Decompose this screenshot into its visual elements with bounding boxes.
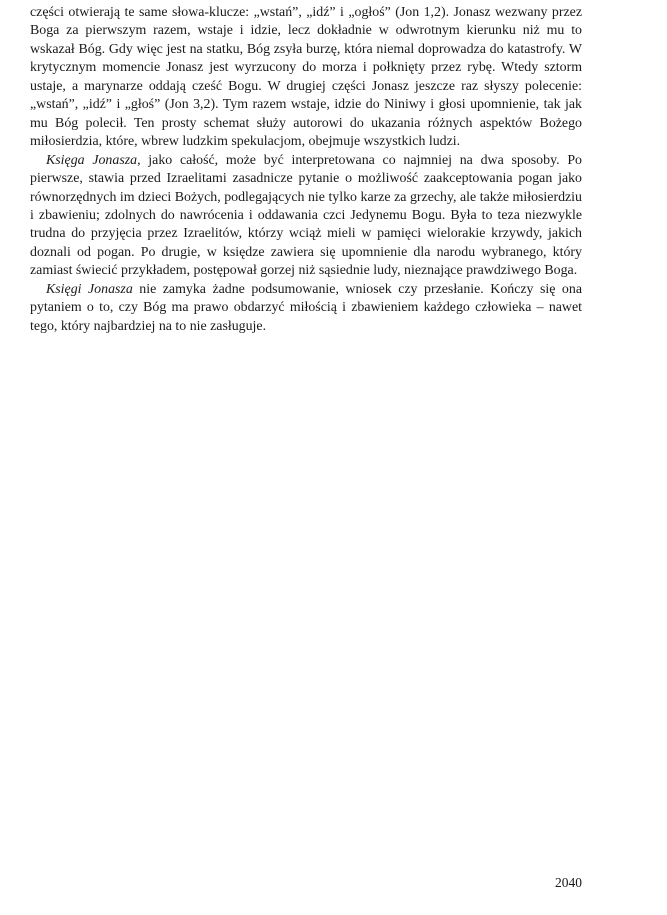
page-number: 2040 <box>555 875 582 890</box>
book-title-italic: Księga Jonasza <box>46 152 138 168</box>
paragraph-2 <box>30 152 582 281</box>
paragraph-3-text: nie zamyka żadne podsumowanie, wniosek czy przesłanie. Kończy się ona pytaniem o to, czy Bóg ma prawo obdarzyć miłością i zbawieniem każdego człowieka – nawet tego, który najbardziej na to nie zasługuje. <box>30 281 582 334</box>
paragraph-2-text: , jako całość, może być interpretowana co najmniej na dwa sposoby. Po pierwsze, stawia przed Izraelitami zasadnicze pytanie o możliwość zaakceptowania pogan jako równorzędnych im dzieci Bożych, podlegających nie tylko karze za grzechy, ale także miłosierdziu i zbawieniu; zdolnych do nawrócenia i oddawania czci Jedynemu Bogu. Była to teza niezwykle trudna do przyjęcia przez Izraelitów, którzy wciąż mieli w pamięci wielorakie krzywdy, jakich doznali od pogan. Po drugie, w księdze zawiera się upomnienie dla narodu wybranego, który zamiast świecić przykładem, postępował gorzej niż sąsiednie ludy, nieznające prawdziwego Boga. <box>30 152 582 279</box>
paragraph-1 <box>30 4 582 152</box>
book-title-italic: Księgi Jonasza <box>46 281 133 297</box>
paragraph-3 <box>30 281 582 336</box>
paragraph-1-text: części otwierają te same słowa-klucze: „wstań”, „idź” i „ogłoś” (Jon 1,2). Jonasz wezwany przez Boga za pierwszym razem, wstaje i idzie, lecz dokładnie w odwrotnym kierunku niż mu to wskazał Bóg. Gdy więc jest na statku, Bóg zsyła burzę, która niemal doprowadza do katastrofy. W krytycznym momencie Jonasz jest wyrzucony do morza i połknięty przez rybę. Wtedy sztorm ustaje, a marynarze oddają cześć Bogu. W drugiej części Jonasz jeszcze raz słyszy polecenie: „wstań”, „idź” i „głoś” (Jon 3,2). Tym razem wstaje, idzie do Niniwy i głosi upomnienie, tak jak mu Bóg polecił. Ten prosty schemat służy autorowi do ukazania różnych aspektów Bożego miłosierdzia, które, wbrew ludzkim spekulacjom, obejmuje wszystkich ludzi. <box>30 5 582 150</box>
body-text <box>30 4 582 336</box>
